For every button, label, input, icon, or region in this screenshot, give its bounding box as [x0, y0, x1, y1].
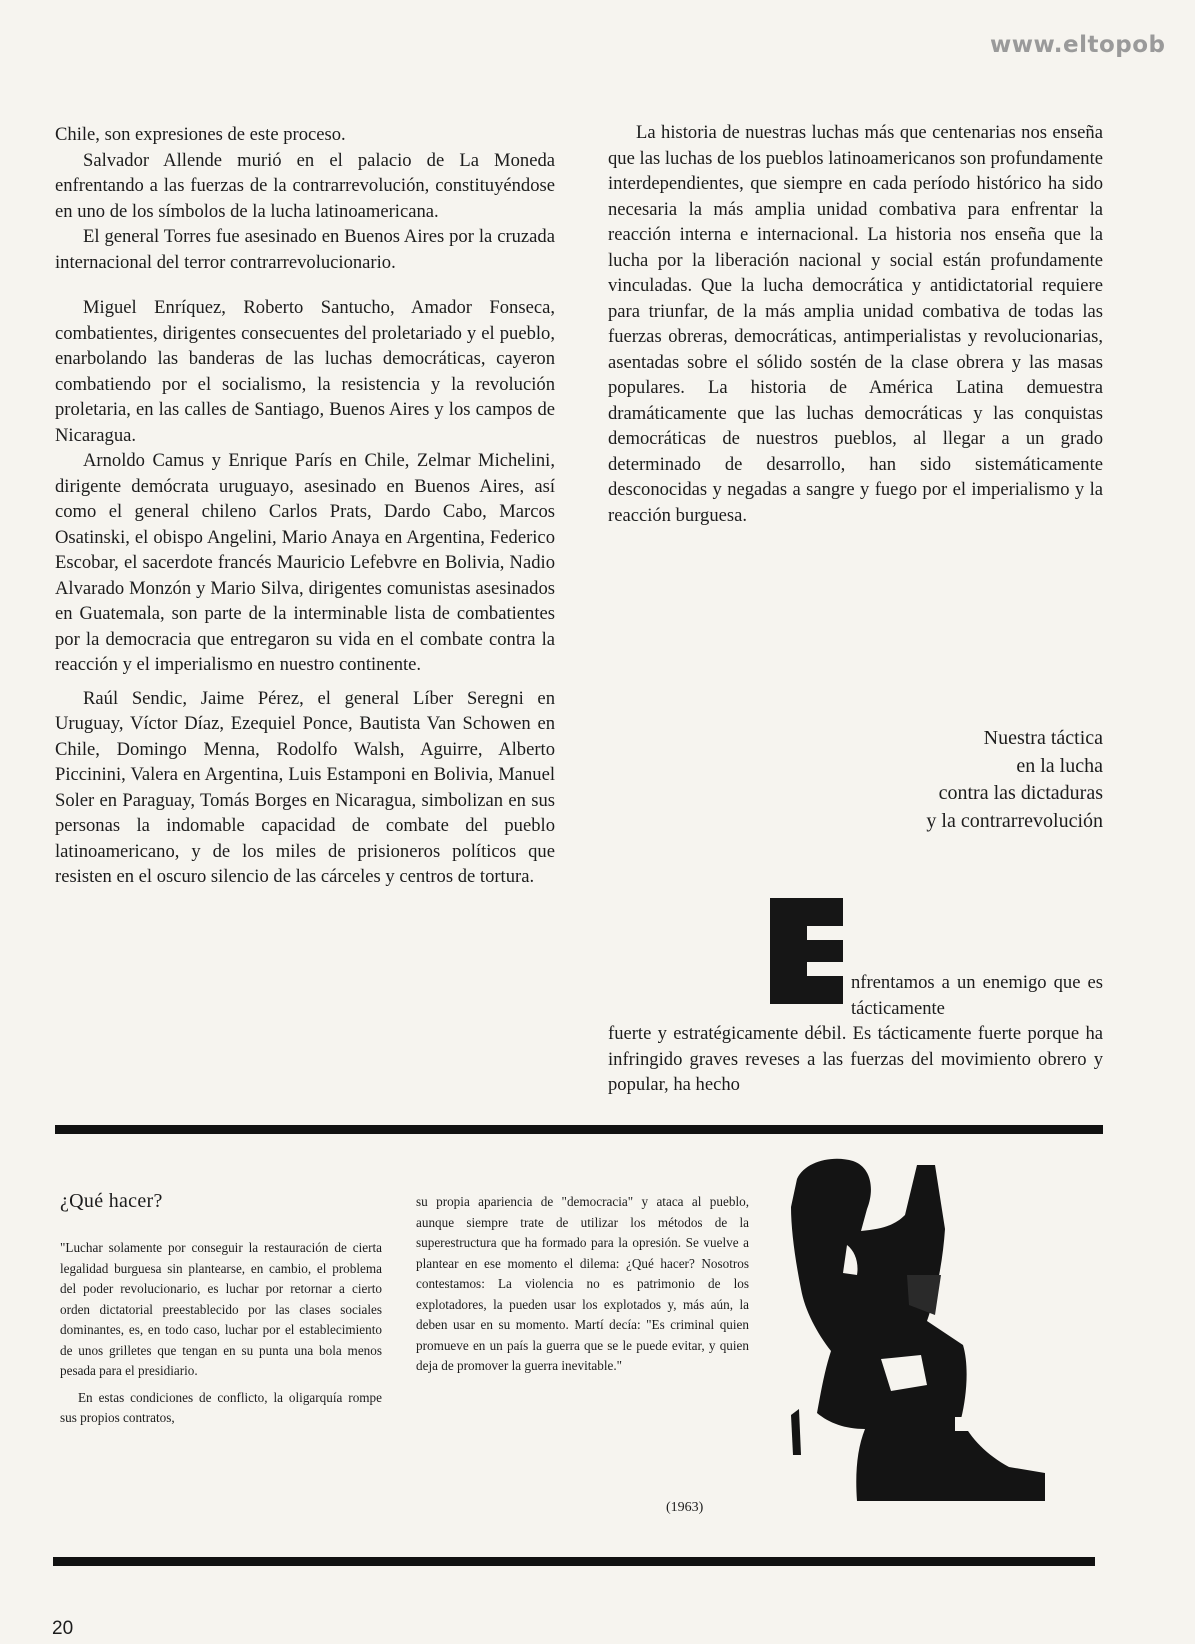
- right-column: [608, 120, 1103, 528]
- heading-line: en la lucha: [1016, 754, 1103, 777]
- paragraph: La historia de nuestras luchas más que centenarias nos enseña que las luchas de los pueblos latinoamericanos son profundamente interdependientes, que siempre en cada período histórico ha sido necesaria la más amplia unidad combativa para enfrentar la reacción interna e internacional. La historia nos enseña que la lucha por la liberación nacional y social están profundamente vinculadas. Que la lucha democrática y antidictatorial requiere para triunfar, de la más amplia unidad combativa de todas las fuerzas obreras, democráticas, antimperialistas y revolucionarias, asentadas sobre el sólido sostén de la clase obrera y las masas populares. La historia de América Latina demuestra dramáticamente que las luchas democráticas y las conquistas democráticas de nuestros pueblos, al llegar a un grado determinado de desarrollo, han sido sistemáticamente desconocidas y negadas a sangre y fuego por el imperialismo y la reacción burguesa.: [608, 122, 1103, 526]
- paragraph: Arnoldo Camus y Enrique París en Chile, Zelmar Michelini, dirigente demócrata uruguayo, asesinado en Buenos Aires, así como el general chileno Carlos Prats, Dardo Cabo, Marcos Osatinski, el obispo Angelini, Mario Anaya en Argentina, Federico Escobar, el sacerdote francés Mauricio Lefebvre en Bolivia, Nadio Alvarado Monzón y Mario Silva, dirigentes comunistas asesinados en Guatemala, son parte de la interminable lista de combatientes por la democracia que entregaron su vida en el combate contra la reacción y el imperialismo en nuestro continente.: [55, 450, 555, 675]
- box-title: ¿Qué hacer?: [60, 1190, 163, 1212]
- guerrilla-silhouette-photo: [787, 1155, 1097, 1505]
- section-heading: [760, 725, 1103, 835]
- quote-paragraph: En estas condiciones de conflicto, la oligarquía rompe sus propios contratos,: [60, 1389, 382, 1425]
- page-number: 20: [52, 1618, 74, 1639]
- paragraph: Raúl Sendic, Jaime Pérez, el general Líber Seregni en Uruguay, Víctor Díaz, Ezequiel Ponce, Bautista Van Schowen en Chile, Domingo Menna, Rodolfo Walsh, Aguirre, Alberto Piccinini, Valera en Argentina, Luis Estamponi en Bolivia, Manuel Soler en Paraguay, Tomás Borges en Nicaragua, simbolizan en sus personas la indomable capacidad de combate del pueblo latinoamericano, y de los miles de prisioneros políticos que resisten en el oscuro silencio de las cárceles y centros de tortura.: [55, 687, 555, 887]
- quote-paragraph: su propia apariencia de "democracia" y ataca al pueblo, aunque siempre trate de utilizar los métodos de la superestructura que ha formado para la opresión. Se vuelve a plantear en ese momento el dilema: ¿Qué hacer? Nosotros contestamos: La violencia no es patrimonio de los explotadores, la pueden usar los explotados y, más aún, la deben usar en su momento. Martí decía: "Es criminal quien promueve en un país la guerra que se le puede evitar, y quien deja de promover la guerra inevitable.": [416, 1194, 749, 1373]
- quote-paragraph: "Luchar solamente por conseguir la restauración de cierta legalidad burguesa sin plantearse, en cambio, el problema del poder revolucionario, es luchar por retornar a cierto orden dictatorial preestablecido por las clases sociales dominantes, es, en todo caso, luchar por el establecimiento de unos grilletes que tengan en su punta una bola menos pesada para el presidiario.: [60, 1240, 382, 1378]
- box-column-2: [416, 1192, 749, 1377]
- divider-rule: [53, 1557, 1095, 1566]
- heading-line: Nuestra táctica: [983, 727, 1103, 749]
- quote-date: (1963): [666, 1500, 704, 1515]
- opening-rest: fuerte y estratégicamente débil. Es tácticamente fuerte porque ha infringido graves reveses a las fuerzas del movimiento obrero y popular, ha hecho: [608, 1023, 1103, 1095]
- paragraph: El general Torres fue asesinado en Buenos Aires por la cruzada internacional del terror contrarrevolucionario.: [55, 226, 555, 273]
- watermark: www.eltopob: [990, 32, 1166, 58]
- paragraph: Miguel Enríquez, Roberto Santucho, Amador Fonseca, combatientes, dirigentes consecuentes del proletariado y el pueblo, enarbolando las banderas de las luchas democráticas, cayeron combatiendo por el socialismo, la resistencia y la revolución proletaria, en las calles de Santiago, Buenos Aires y los campos de Nicaragua.: [55, 297, 555, 446]
- left-column: [55, 122, 555, 890]
- section-opening: [608, 970, 1103, 1098]
- opening-first-line: nfrentamos a un enemigo que es tácticamente: [851, 972, 1103, 1019]
- box-column-1: [60, 1238, 382, 1429]
- heading-line: y la contrarrevolución: [926, 809, 1103, 832]
- heading-line: contra las dictaduras: [938, 782, 1103, 804]
- paragraph: Chile, son expresiones de este proceso.: [55, 124, 346, 145]
- paragraph: Salvador Allende murió en el palacio de La Moneda enfrentando a las fuerzas de la contrarrevolución, constituyéndose en uno de los símbolos de la lucha latinoamericana.: [55, 149, 555, 222]
- divider-rule: [55, 1125, 1103, 1134]
